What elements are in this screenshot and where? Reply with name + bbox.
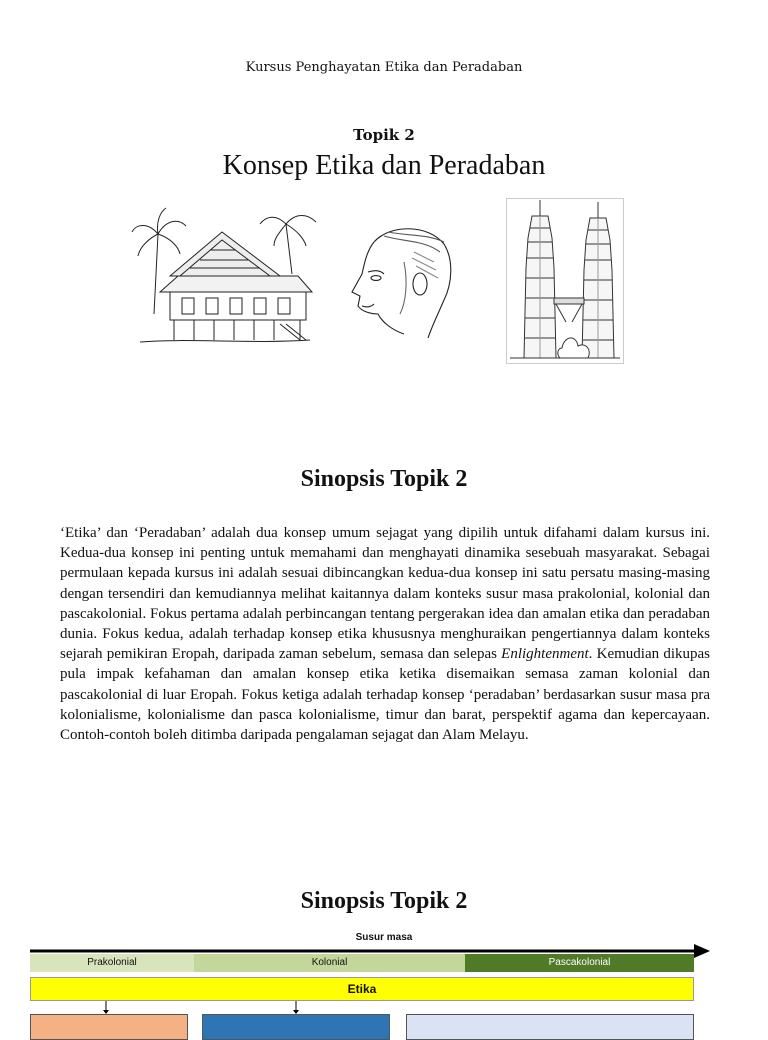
period-label: Pascakolonial (548, 957, 611, 968)
connector-arrows (0, 1001, 768, 1015)
synopsis-text-part-1: ‘Etika’ dan ‘Peradaban’ adalah dua konsep umum sejagat yang dipilih untuk difahami dalam kursus ini. Kedua-dua konsep ini penting untuk memahami dan menghayati dinamika sesebuah masyarakat. Sebagai permulaan kepada kursus ini adalah sesuai dibincangkan kedua-dua konsep ini satu persatu masing-masing dengan tersendiri dan kemudiannya melihat kaitannya dalam konteks susur masa prakolonial, kolonial dan pascakolonial. Fokus pertama adalah perbincangan tentang pergerakan idea dan amalan etika dan peradaban dunia. Fokus kedua, adalah terhadap konsep etika khususnya menghuraikan pengertiannya dalam konteks sejarah pemikiran Eropah, daripada zaman sebelum, semasa dan selepas (60, 525, 710, 663)
topic-label: Topik 2 (353, 126, 415, 144)
timeline-label: Susur masa (355, 932, 413, 943)
period-label: Kolonial (311, 957, 348, 968)
synopsis-body (60, 523, 710, 745)
etika-bar (30, 977, 694, 1001)
period-pascakolonial (465, 954, 694, 972)
synopsis-italic-term: Enlightenment (501, 646, 589, 663)
page-title: Konsep Etika dan Peradaban (222, 150, 546, 181)
diagram-box-ethics-history (202, 1014, 390, 1040)
twin-towers-illustration (506, 198, 624, 364)
malay-house-illustration (130, 204, 320, 352)
diagram-box-impact (406, 1014, 694, 1040)
diagram-heading: Sinopsis Topik 2 (300, 888, 468, 914)
synopsis-heading: Sinopsis Topik 2 (300, 466, 468, 492)
synopsis-text-part-2: . Kemudian dikupas pula impak kefahaman dan amalan konsep etika ketika disemaikan semasa zaman kolonial dan pascakolonial di luar Eropah. Fokus ketiga adalah terhadap konsep ‘peradaban’ berdasarkan susur masa pra kolonialisme, kolonialisme dan pasca kolonialisme, timur dan barat, perspektif agama dan kepercayaan. Contoh-contoh boleh ditimba daripada pengalaman sejagat dan Alam Melayu. (60, 646, 710, 744)
period-prakolonial (30, 954, 194, 972)
diagram-box-ethics-focus (30, 1014, 188, 1040)
running-header: Kursus Penghayatan Etika dan Peradaban (245, 60, 523, 75)
period-kolonial (194, 954, 465, 972)
face-illustration (344, 222, 456, 340)
etika-label: Etika (347, 982, 377, 996)
period-label: Prakolonial (87, 957, 137, 968)
